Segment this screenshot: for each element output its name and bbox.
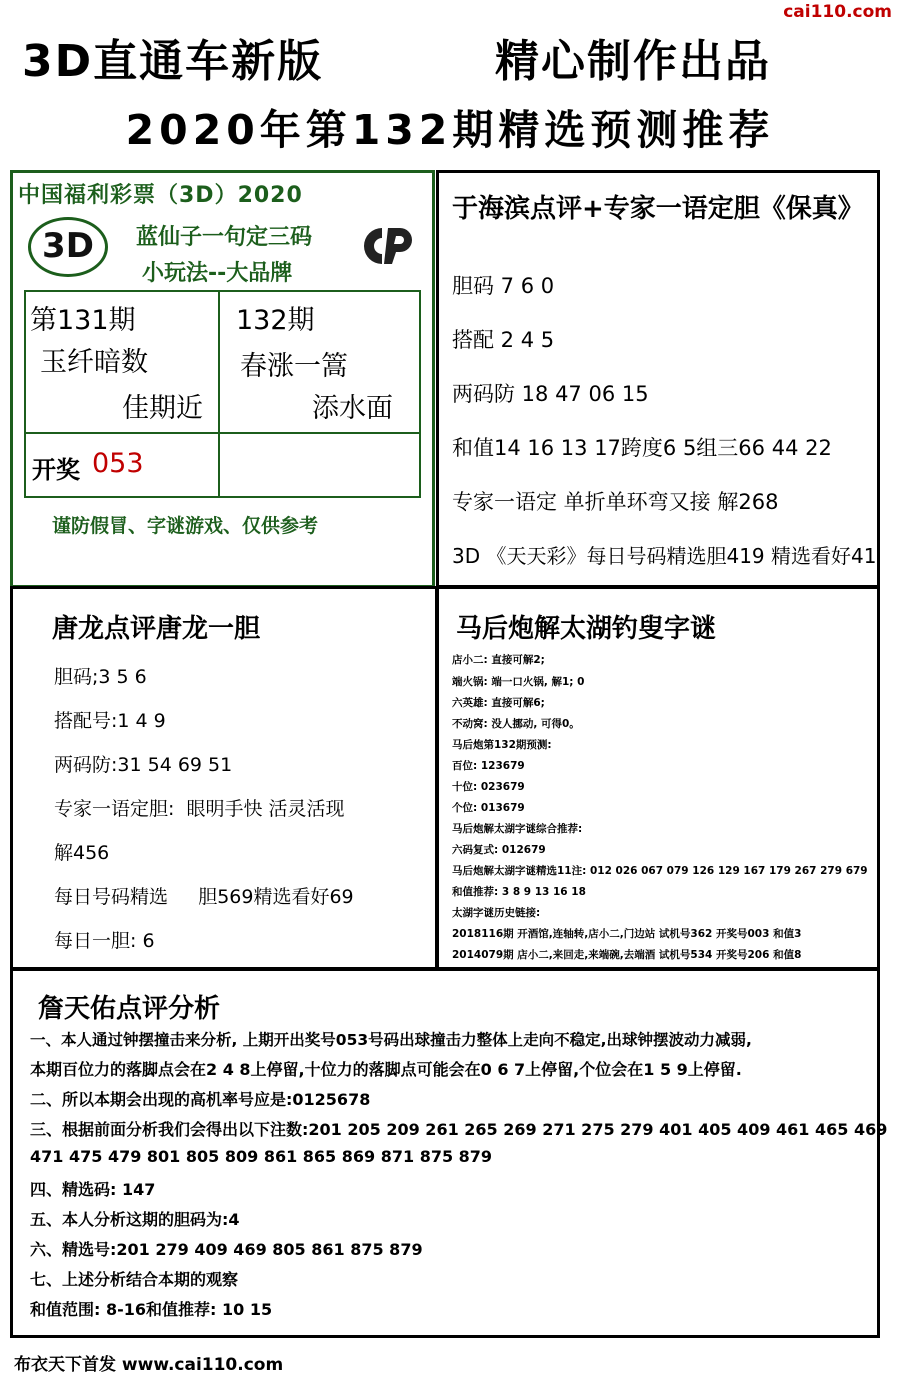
text-line: 解456 [54,842,110,864]
text-line: 胆码;3 5 6 [54,666,147,688]
header-subtitle: 2020年第132期精选预测推荐 [125,106,775,154]
text-line: 两码防 18 47 06 15 [452,382,649,406]
footer-source: 布衣天下首发 www.cai110.com [14,1355,284,1375]
text-line: 端火锅: 端一口火锅, 解1; 0 [452,676,585,688]
text-line: 专家一语定 单折单环弯又接 解268 [452,490,779,514]
text-line: 百位: 123679 [452,760,525,772]
text-line: 十位: 023679 [452,781,525,793]
text-line: 马后炮第132期预测: [452,739,552,751]
prev-riddle-line-1: 玉纤暗数 [40,347,148,378]
prev-riddle-line-2: 佳期近 [122,393,203,424]
text-line: 和值范围: 8-16和值推荐: 10 15 [30,1300,273,1319]
cp-logo-icon [352,222,420,270]
panel-title: 马后炮解太湖钓叟字谜 [456,614,717,644]
panel-title: 中国福利彩票（3D）2020 [18,183,303,208]
text-line: 六、精选号:201 279 409 469 805 861 875 879 [30,1240,423,1259]
panel-title: 詹天佑点评分析 [38,994,221,1024]
text-line: 2014079期 店小二,来回走,来端碗,去端酒 试机号534 开奖号206 和值8 [452,949,802,961]
slogan-line-1: 蓝仙子一句定三码 [136,225,313,250]
text-line: 四、精选码: 147 [30,1180,156,1199]
text-line: 五、本人分析这期的胆码为:4 [30,1210,240,1229]
header-title-right: 精心制作出品 [495,36,771,87]
text-line: 471 475 479 801 805 809 861 865 869 871 875 879 [30,1147,493,1166]
text-line: 七、上述分析结合本期的观察 [30,1270,239,1289]
text-line: 太湖字谜历史链接: [452,907,541,919]
text-line: 和值14 16 13 17跨度6 5组三66 44 22 [452,436,832,460]
disclaimer-note: 谨防假冒、字谜游戏、仅供参考 [52,515,319,537]
panel-title: 于海滨点评+专家一语定胆《保真》 [452,194,864,224]
text-line: 马后炮解太湖字谜综合推荐: [452,823,583,835]
draw-number: 053 [92,448,144,479]
text-line: 和值推荐: 3 8 9 13 16 18 [452,886,586,898]
text-line: 不动窝: 没人挪动, 可得0。 [452,718,580,730]
text-line: 个位: 013679 [452,802,525,814]
current-riddle-line-1: 春涨一篙 [240,351,348,382]
draw-label: 开奖 [32,456,80,484]
panel-title: 唐龙点评唐龙一胆 [52,614,261,644]
site-url[interactable]: cai110.com [783,2,892,22]
3d-logo-icon: 3D [28,217,108,277]
text-line: 马后炮解太湖字谜精选11注: 012 026 067 079 126 129 167 179 267 279 679 [452,865,868,877]
text-line: 胆码 7 6 0 [452,274,555,298]
grid-divider-v [218,290,220,498]
text-line: 专家一语定胆: 眼明手快 活灵活现 [54,798,345,820]
text-line: 搭配 2 4 5 [452,328,555,352]
text-line: 两码防:31 54 69 51 [54,754,233,776]
text-line: 一、本人通过钟摆撞击来分析, 上期开出奖号053号码出球撞击力整体上走向不稳定,出球钟摆波动力减弱, [30,1031,752,1049]
text-line: 每日号码精选 胆569精选看好69 [54,886,354,908]
text-line: 每日一胆: 6 [54,930,155,952]
text-line: 六码复式: 012679 [452,844,546,856]
text-line: 搭配号:1 4 9 [54,710,166,732]
prev-issue: 第131期 [30,305,136,336]
text-line: 二、所以本期会出现的高机率号应是:0125678 [30,1090,371,1109]
text-line: 3D 《天天彩》每日号码精选胆419 精选看好41 [452,544,877,568]
current-riddle-line-2: 添水面 [312,393,393,424]
text-line: 店小二: 直接可解2; [452,654,545,666]
text-line: 2018116期 开酒馆,连轴转,店小二,门边站 试机号362 开奖号003 和值3 [452,928,802,940]
grid-divider-h [24,432,421,434]
slogan-line-2: 小玩法--大品牌 [142,261,293,286]
text-line: 本期百位力的落脚点会在2 4 8上停留,十位力的落脚点可能会在0 6 7上停留,个位会在1 5 9上停留. [30,1060,742,1079]
header-title-left: 3D直通车新版 [22,36,324,87]
text-line: 三、根据前面分析我们会得出以下注数:201 205 209 261 265 269 271 275 279 401 405 409 461 465 469 [30,1120,888,1139]
current-issue: 132期 [236,305,315,336]
text-line: 六英雄: 直接可解6; [452,697,545,709]
